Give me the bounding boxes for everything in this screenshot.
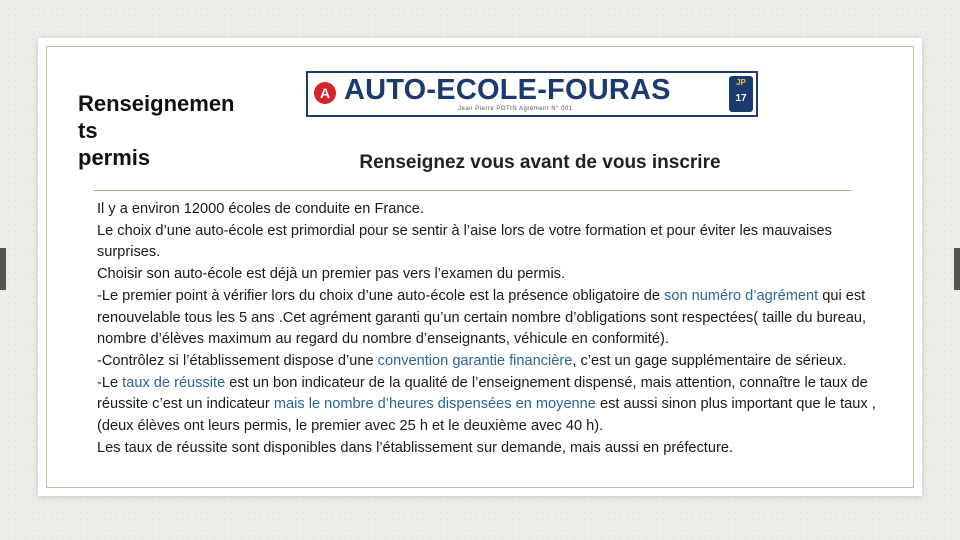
logo-subtext: Jean Pierre POTIN Agrément N° 001 — [458, 106, 573, 112]
body-paragraph — [97, 351, 897, 373]
highlight-convention: convention garantie financière — [377, 352, 573, 369]
body-paragraph: Il y a environ 12000 écoles de conduite en France. — [97, 201, 424, 217]
body-text: qui est renouvelable tous les 5 ans .Cet agrément garanti qu’un certain nombre d’obligations sont respectées( taille du bureau, nombre d’élèves maximum au regard du nombre d’enseignants, véhicule en conformité). — [97, 287, 867, 348]
body-paragraph: Les taux de réussite sont disponibles dans l’établissement sur demande, mais aussi en préfecture. — [97, 439, 733, 456]
title-divider — [94, 190, 851, 191]
body-paragraph — [97, 286, 897, 351]
heading-line-3: permis — [78, 145, 151, 170]
highlight-taux: taux de réussite — [122, 374, 226, 391]
body-paragraph — [97, 373, 897, 438]
body-text: -Le premier point à vérifier lors du choix d’une auto-école est la présence obligatoire de — [97, 287, 665, 304]
left-side-tab — [0, 248, 6, 290]
right-side-tab — [954, 248, 960, 290]
heading-line-2: ts — [78, 118, 98, 143]
logo-text: AUTO-ECOLE-FOURAS — [344, 74, 671, 106]
highlight-heures: mais le nombre d’heures dispensées en moyenne — [273, 396, 596, 413]
body-text: -Le — [97, 374, 123, 391]
heading-line-1: Renseignemen — [78, 91, 235, 116]
body-paragraph: Choisir son auto-école est déjà un premier pas vers l’examen du permis. — [97, 266, 566, 283]
logo-department-badge-icon — [729, 76, 753, 112]
body-text: -Contrôlez si l’établissement dispose d’une — [97, 352, 378, 369]
logo-badge-top: JP — [736, 78, 746, 87]
body-text: est un bon indicateur de la qualité de l’enseignement dispensé, mais attention, connaître le taux de réussite c’est un indicateur — [97, 374, 868, 413]
slide-body — [97, 199, 897, 459]
slide-heading — [78, 90, 298, 171]
highlight-agrement: son numéro d’agrément — [664, 287, 819, 304]
slide-subtitle: Renseignez vous avant de vous inscrire — [359, 152, 721, 173]
body-paragraph: Le choix d’une auto-école est primordial pour se sentir à l’aise lors de votre formation et pour éviter les mauvaises surprises. — [97, 222, 832, 261]
auto-ecole-logo — [306, 71, 758, 117]
body-text: , c’est un gage supplémentaire de sérieux. — [572, 352, 847, 369]
logo-a-badge-icon: A — [314, 82, 336, 104]
logo-badge-number: 17 — [735, 93, 747, 104]
body-text: est aussi sinon plus important que le taux , (deux élèves ont leurs permis, le premier avec 25 h et le deuxième avec 40 h). — [97, 396, 876, 435]
